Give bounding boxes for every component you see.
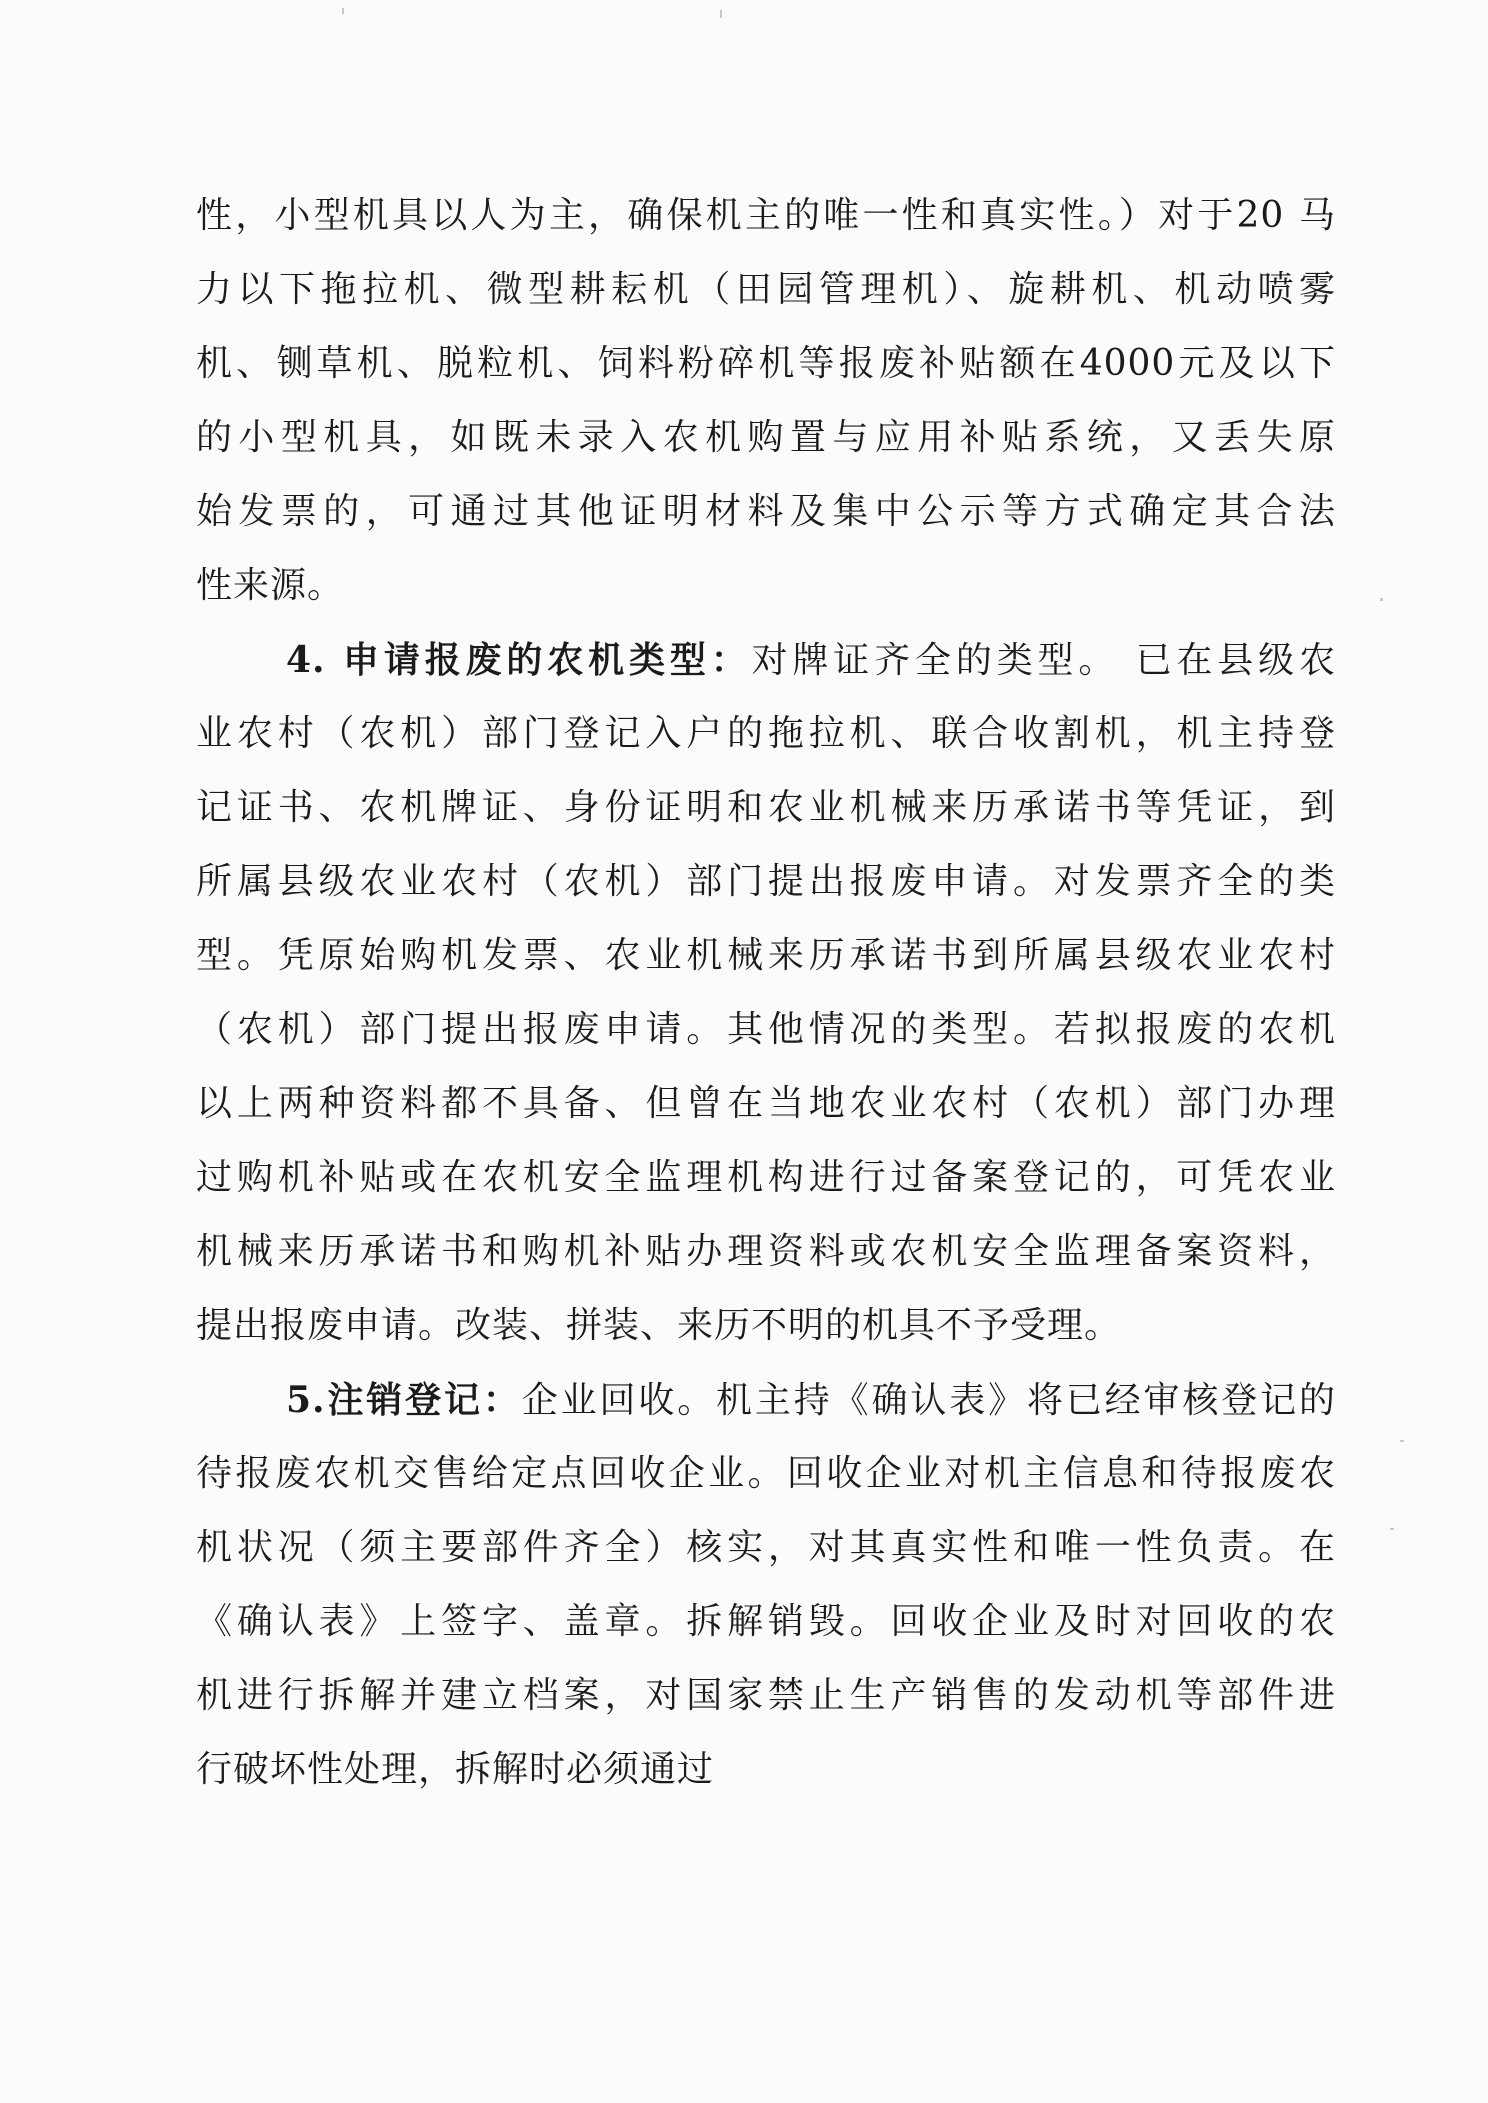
scan-mark: [342, 8, 344, 14]
text-line: 行破坏性处理，拆解时必须通过: [196, 1749, 715, 1790]
text-line: 业农村（农机）部门登记入户的拖拉机、联合收割机，机主持登: [196, 713, 1336, 754]
text-line: 所属县级农业农村（农机）部门提出报废申请。对发票齐全的类: [196, 861, 1336, 902]
section5-heading: 5.注销登记：: [286, 1379, 522, 1421]
text-line: 型。凭原始购机发票、农业机械来历承诺书到所属县级农业农村: [196, 935, 1336, 976]
text-line: 待报废农机交售给定点回收企业。回收企业对机主信息和待报废农: [196, 1453, 1336, 1494]
text-line: 始发票的，可通过其他证明材料及集中公示等方式确定其合法: [196, 491, 1336, 532]
text-line: 机、铡草机、脱粒机、饲料粉碎机等报废补贴额在4000元及以下: [196, 343, 1336, 384]
text-line: 力以下拖拉机、微型耕耘机（田园管理机）、旋耕机、机动喷雾: [196, 269, 1336, 310]
text-line: 记证书、农机牌证、身份证明和农业机械来历承诺书等凭证，到: [196, 787, 1336, 828]
text-line: 机状况（须主要部件齐全）核实，对其真实性和唯一性负责。在: [196, 1527, 1336, 1568]
text-line: 的小型机具，如既未录入农机购置与应用补贴系统，又丢失原: [196, 417, 1336, 458]
scan-mark: [1390, 1528, 1394, 1530]
text-line: 《确认表》上签字、盖章。拆解销毁。回收企业及时对回收的农: [196, 1601, 1336, 1642]
text-line: 过购机补贴或在农机安全监理机构进行过备案登记的，可凭农业: [196, 1157, 1336, 1198]
text-line: 性，小型机具以人为主，确保机主的唯一性和真实性。）对于20 马: [196, 195, 1336, 236]
text-line: （农机）部门提出报废申请。其他情况的类型。若拟报废的农机: [196, 1009, 1336, 1050]
section4-first-line: [196, 630, 1336, 690]
scan-mark: [1400, 1440, 1404, 1442]
section5-first-line: [196, 1370, 1336, 1430]
scan-mark: [1380, 598, 1383, 601]
text-line: 提出报废申请。改装、拼装、来历不明的机具不予受理。: [196, 1305, 1122, 1346]
section4-number: 4.: [286, 639, 343, 681]
text-line: 机械来历承诺书和购机补贴办理资料或农机安全监理备案资料，: [196, 1231, 1336, 1272]
scan-mark: [720, 10, 722, 18]
text-line: 性来源。: [196, 565, 345, 606]
section5-first-line-text: 企业回收。机主持《确认表》将已经审核登记的: [521, 1380, 1336, 1421]
section4-heading: 申请报废的农机类型：: [342, 639, 752, 681]
text-line: 机进行拆解并建立档案，对国家禁止生产销售的发动机等部件进: [196, 1675, 1336, 1716]
section4-first-line-text: 对牌证齐全的类型。 已在县级农: [751, 640, 1336, 681]
text-line: 以上两种资料都不具备、但曾在当地农业农村（农机）部门办理: [196, 1083, 1336, 1124]
